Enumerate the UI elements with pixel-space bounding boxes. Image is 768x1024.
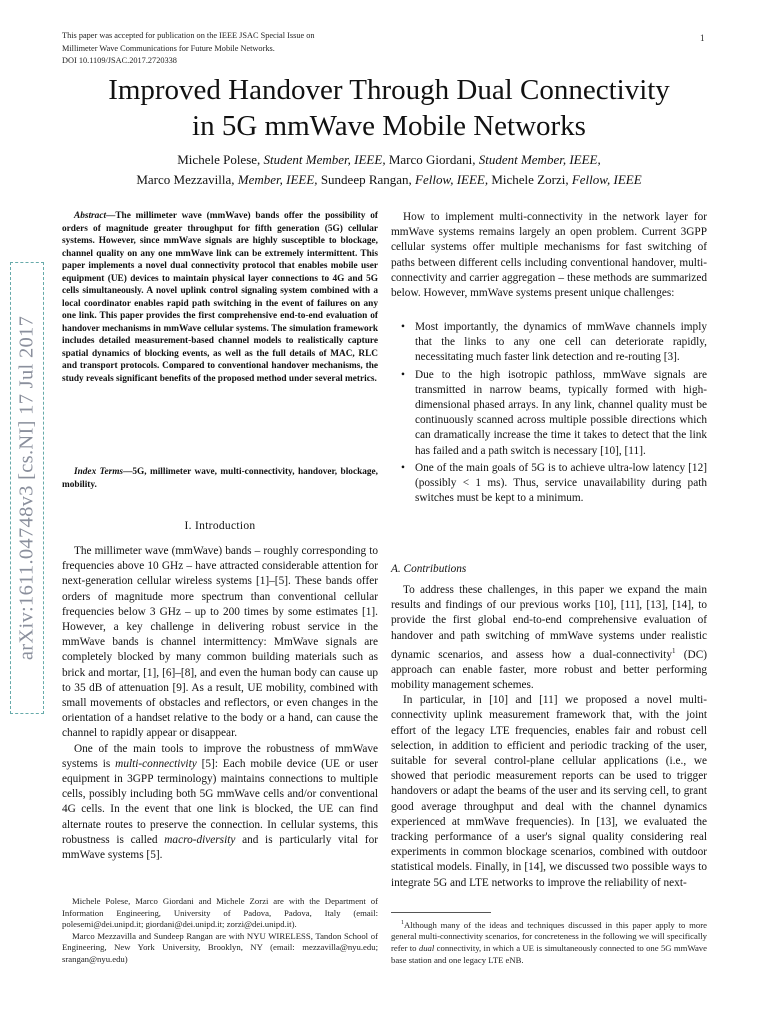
contributions-body (391, 583, 707, 891)
publication-note-line: This paper was accepted for publication on the IEEE JSAC Special Issue on (62, 31, 315, 40)
index-terms (62, 466, 378, 491)
emphasis: macro-diversity (164, 833, 236, 846)
footnote-paragraph: Marco Mezzavilla and Sundeep Rangan are with NYU WIRELESS, Tandon School of Engineering, New York University, Brooklyn, NY (email: mezzavilla@nyu.edu; srangan@nyu.edu) (62, 930, 378, 964)
publication-note-line: Millimeter Wave Communications for Future Mobile Networks. (62, 43, 275, 53)
author-affiliation: Member, IEEE, (237, 171, 318, 187)
emphasis: multi-connectivity (115, 757, 197, 770)
author-name: Marco Giordani, (388, 152, 476, 167)
page-number: 1 (700, 33, 705, 43)
footnote: $^1$Although many of the ideas and techniques discussed in this paper apply to more general multi-connectivity scenarios, for concreteness in the following we will specifically refer to dual connectivity, in which a UE is simultaneously connected to one 5G mmWave base station and one legacy LTE eNB. (391, 919, 707, 965)
list-item: • Due to the high isotropic pathloss, mmWave signals are transmitted in narrow beams, typically formed with high-dimensional phased arrays. In any link, channel quality must be continuously scanned across multiple possible directions which can dramatically increase the time it takes to detect that the link has failed and a path switch is necessary [10], [11]. (391, 368, 707, 459)
paragraph: To address these challenges, in this paper we expand the main results and findings of our previous works [10], [11], [13], [14], to provide the first global end-to-end comprehensive evaluation of handover and path switching of mmWave systems under realistic dynamic scenarios, and assess how a dual-connectivity$^1$ (DC) approach can enable faster, more robust and better performing mobility management schemes. (391, 584, 707, 691)
author-footnote (62, 896, 378, 966)
author-line (66, 150, 712, 170)
paragraph: The millimeter wave (mmWave) bands – roughly corresponding to frequencies above 10 GHz – have attracted considerable attention for next-generation cellular wireless systems [1]–[5]. These bands offer orders of magnitude more spectrum than conventional cellular frequencies below 3 GHz – up to 200 times by some estimates [1]. However, a key challenge in delivering robust service in the mmWave bands is channel intermittency: MmWave signals are completely blocked by many common building materials such as brick and mortar, [1], [6]–[8], and even the human body can cause up to 35 dB of attenuation [9]. As a result, UE mobility, combined with small movements of obstacles and reflectors, or even changes in the orientation of a handset relative to the body or a hand, can cause the channel to rapidly appear or disappear. (62, 545, 378, 740)
footnote-number: 1 (401, 920, 404, 926)
paragraph: How to implement multi-connectivity in the network layer for mmWave systems remains largely an open problem. Current 3GPP cellular systems offer multiple mechanisms for fast switching of paths between different cells including conventional handover, multi-connectivity and carrier aggregation – these methods are summarized below. However, mmWave systems present unique challenges: (391, 211, 707, 300)
abstract-text: —The millimeter wave (mmWave) bands offer the possibility of orders of magnitude greater throughput for fifth generation (5G) cellular systems. However, since mmWave signals are highly susceptible to blockage, channel quality on any one mmWave link can be extremely intermittent. This paper implements a novel dual connectivity protocol that enables mobile user equipment (UE) devices to maintain physical layer connections to 4G and 5G cells simultaneously. A novel uplink control signaling system combined with a local coordinator enables rapid path switching in the event of failures on any one link. This paper provides the first comprehensive end-to-end evaluation of handover mechanisms in mmWave cellular systems. The simulation framework includes detailed measurement-based channel models to realistically capture spatial dynamics of blocking events, as well as the full details of MAC, RLC and transport protocols. Compared to conventional handover mechanisms, the study reveals significant benefits of the proposed method under several metrics. (62, 211, 378, 384)
author-affiliation: Student Member, IEEE, (478, 152, 601, 167)
title-line: Improved Handover Through Dual Connectivity (108, 74, 670, 106)
challenges-list (391, 320, 707, 508)
paper-title (66, 72, 712, 144)
author-name: Michele Polese, (177, 152, 261, 167)
footnote-divider (391, 912, 491, 913)
author-name: Sundeep Rangan, (320, 171, 412, 187)
author-line (66, 170, 712, 190)
author-affiliation: Student Member, IEEE, (263, 152, 386, 167)
footnote-paragraph: Michele Polese, Marco Giordani and Michele Zorzi are with the Department of Information Engineering, University of Padova, Padova, Italy (email: polesemi@dei.unipd.it; giordani@dei.unipd.it; zorzi@dei.unipd.it). (62, 896, 378, 930)
arxiv-stamp-text: arXiv:1611.04748v3 [cs.NI] 17 Jul 2017 (15, 315, 38, 661)
index-terms-label: Index Terms (74, 467, 124, 477)
section-heading-introduction: I. Introduction (184, 520, 256, 532)
index-terms-text: —5G, millimeter wave, multi-connectivity, handover, blockage, mobility. (62, 467, 378, 490)
abstract (62, 210, 378, 385)
publication-note (62, 30, 315, 68)
right-column-intro (391, 210, 707, 301)
doi-line: DOI 10.1109/JSAC.2017.2720338 (62, 56, 177, 65)
subsection-heading-contributions: A. Contributions (391, 563, 467, 575)
author-name: Michele Zorzi, (491, 171, 569, 187)
emphasis: dual (418, 943, 435, 954)
author-name: Marco Mezzavilla, (136, 171, 235, 187)
list-item: • One of the main goals of 5G is to achieve ultra-low latency [12] (possibly < 1 ms). Thus, service unavailability during path switches must be kept to a minimum. (391, 461, 707, 507)
footnote-marker[interactable]: 1 (671, 646, 676, 655)
paragraph: In particular, in [10] and [11] we proposed a novel multi-connectivity uplink measurement framework that, with the joint effort of the legacy LTE frequencies, enables fair and robust cell selection, in addition to efficient and periodic tracking of the user, suitable for several control-plane cellular applications (i.e., we showed that periodic measurement reports can be used to trigger handovers or adapt the beams of the user and its serving cell, to grant good average throughput and deal with the channel dynamics experienced at mmWave frequencies). In [13], we evaluated the tracking performance of a user's signal quality considering real experiments in common blockage scenarios, combined with outdoor statistical models. Finally, in [14], we discussed two possible ways to integrate 5G and LTE networks to improve the reliability of next- (391, 694, 707, 889)
author-affiliation: Fellow, IEEE, (415, 171, 489, 187)
author-list (66, 150, 712, 189)
list-item: • Most importantly, the dynamics of mmWave channels imply that the links to any one cell can deteriorate rapidly, necessitating much faster link detection and re-routing [3]. (391, 320, 707, 366)
introduction-body (62, 544, 378, 863)
abstract-label: Abstract (74, 211, 107, 221)
author-affiliation: Fellow, IEEE (571, 171, 642, 187)
paragraph: One of the main tools to improve the robustness of mmWave systems is multi-connectivity [5]: Each mobile device (UE or user equipment in 3GPP terminology) maintains connections to multiple cells, possibly including both 5G mmWave cells and/or conventional 4G cells. In the event that one link is blocked, the UE can find alternate routes to preserve the connection. In cellular systems, this robustness is called macro-diversity and is particularly vital for mmWave systems [5]. (62, 742, 378, 862)
title-line: in 5G mmWave Mobile Networks (192, 110, 586, 142)
arxiv-stamp[interactable] (10, 262, 44, 714)
